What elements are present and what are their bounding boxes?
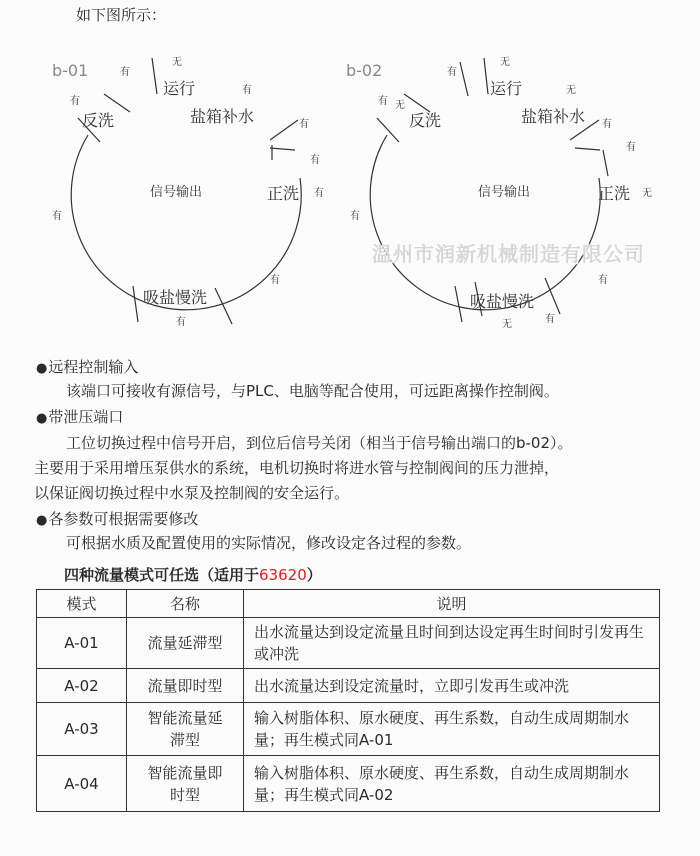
section-body-line: 以保证阀切换过程中水泵及控制阀的安全运行。 xyxy=(34,484,350,502)
stage-label: 吸盐慢洗 xyxy=(470,292,535,311)
desc-cell: 出水流量达到设定流量时，立即引发再生或冲洗 xyxy=(244,669,660,703)
stage-label: 反洗 xyxy=(82,111,115,130)
flow-mode-table xyxy=(36,589,660,812)
mark: 有 xyxy=(598,275,608,286)
mark: 有 xyxy=(310,155,320,166)
stage-label: 运行 xyxy=(163,79,196,98)
stage-label: 运行 xyxy=(490,79,523,98)
name-cell: 智能流量延滞型 xyxy=(127,703,244,756)
mark: 无 xyxy=(395,100,405,111)
mark: 有 xyxy=(626,142,636,153)
table-row xyxy=(37,618,660,669)
name-cell: 智能流量即时型 xyxy=(127,756,244,812)
mark: 无 xyxy=(172,57,182,68)
divider xyxy=(603,150,608,176)
stage-label: 吸盐慢洗 xyxy=(143,288,208,307)
section-heading: 带泄压端口 xyxy=(48,408,124,426)
mark: 有 xyxy=(242,85,252,96)
section-body-line: 工位切换过程中信号开启，到位后信号关闭（相当于信号输出端口的b-02）。 xyxy=(66,434,573,452)
mark: 无 xyxy=(502,319,512,330)
stage-label: 盐箱补水 xyxy=(521,107,586,126)
divider xyxy=(152,58,157,94)
divider xyxy=(270,120,298,140)
section-parameters xyxy=(36,507,198,533)
mode-cell: A-04 xyxy=(37,756,127,812)
section-remote-control xyxy=(36,355,138,381)
table-title-suffix: ） xyxy=(306,566,322,584)
bullet-icon: ● xyxy=(36,513,48,528)
intro-text: 如下图所示： xyxy=(76,6,167,24)
mark: 有 xyxy=(545,314,555,325)
divider xyxy=(377,118,399,142)
table-title xyxy=(64,564,322,585)
table-title-prefix: 四种流量模式可任选（适用于 xyxy=(64,566,260,584)
column-header-desc: 说明 xyxy=(244,590,660,618)
mark: 无 xyxy=(642,188,652,199)
divider xyxy=(575,148,600,150)
column-header-name: 名称 xyxy=(127,590,244,618)
bullet-icon: ● xyxy=(36,361,48,376)
divider xyxy=(484,58,488,94)
stage-label: 反洗 xyxy=(409,111,442,130)
section-body-line: 该端口可接收有源信号，与PLC、电脑等配合使用，可远距离操作控制阀。 xyxy=(66,382,559,400)
mark: 有 xyxy=(299,119,309,130)
stage-label: 正洗 xyxy=(267,184,300,203)
divider xyxy=(404,94,430,112)
table-row xyxy=(37,756,660,812)
company-watermark: 温州市润新机械制造有限公司 xyxy=(372,242,645,266)
desc-cell: 出水流量达到设定流量且时间到达设定再生时间时引发再生或冲洗 xyxy=(244,618,660,669)
table-row xyxy=(37,669,660,703)
divider xyxy=(460,62,468,96)
mark: 有 xyxy=(176,317,186,328)
name-cell: 流量即时型 xyxy=(127,669,244,703)
section-heading: 各参数可根据需要修改 xyxy=(48,510,199,528)
divider xyxy=(133,286,138,322)
diagram-b02-labels xyxy=(346,56,652,330)
section-body-line: 可根据水质及配置使用的实际情况，修改设定各过程的参数。 xyxy=(66,534,472,552)
mark: 无 xyxy=(500,57,510,68)
section-body-line: 主要用于采用增压泵供水的系统，电机切换时将进水管与控制阀间的压力泄掉， xyxy=(34,459,560,477)
mark: 有 xyxy=(52,211,62,222)
stage-label: 盐箱补水 xyxy=(190,107,255,126)
column-header-mode: 模式 xyxy=(37,590,127,618)
cycle-arc xyxy=(71,135,301,310)
bullet-icon: ● xyxy=(36,411,48,426)
mark: 有 xyxy=(70,96,80,107)
mark: 有 xyxy=(314,188,324,199)
mark: 有 xyxy=(378,96,388,107)
signal-diagrams xyxy=(0,0,700,340)
cycle-arc xyxy=(370,135,600,310)
center-label: 信号输出 xyxy=(150,185,203,200)
section-heading: 远程控制输入 xyxy=(48,358,139,376)
name-cell: 流量延滞型 xyxy=(127,618,244,669)
center-label: 信号输出 xyxy=(478,185,531,200)
table-header-row xyxy=(37,590,660,618)
mode-cell: A-02 xyxy=(37,669,127,703)
divider xyxy=(104,94,130,112)
desc-cell: 输入树脂体积、原水硬度、再生系数，自动生成周期制水量；再生模式同A-01 xyxy=(244,703,660,756)
mark: 有 xyxy=(270,275,280,286)
mark: 无 xyxy=(566,85,576,96)
divider xyxy=(270,148,295,150)
mode-cell: A-03 xyxy=(37,703,127,756)
diagram-b01-labels xyxy=(52,56,324,307)
diagram-id: b-02 xyxy=(346,61,383,80)
table-row xyxy=(37,703,660,756)
section-pressure-relief xyxy=(36,405,123,431)
stage-label: 正洗 xyxy=(598,184,631,203)
diagram-id: b-01 xyxy=(52,61,89,80)
mode-cell: A-01 xyxy=(37,618,127,669)
mark: 有 xyxy=(602,119,612,130)
desc-cell: 输入树脂体积、原水硬度、再生系数，自动生成周期制水量；再生模式同A-02 xyxy=(244,756,660,812)
divider xyxy=(455,286,462,322)
table-title-model: 63620 xyxy=(259,566,307,584)
mark: 有 xyxy=(120,67,130,78)
mark: 有 xyxy=(350,211,360,222)
mark: 有 xyxy=(447,67,457,78)
